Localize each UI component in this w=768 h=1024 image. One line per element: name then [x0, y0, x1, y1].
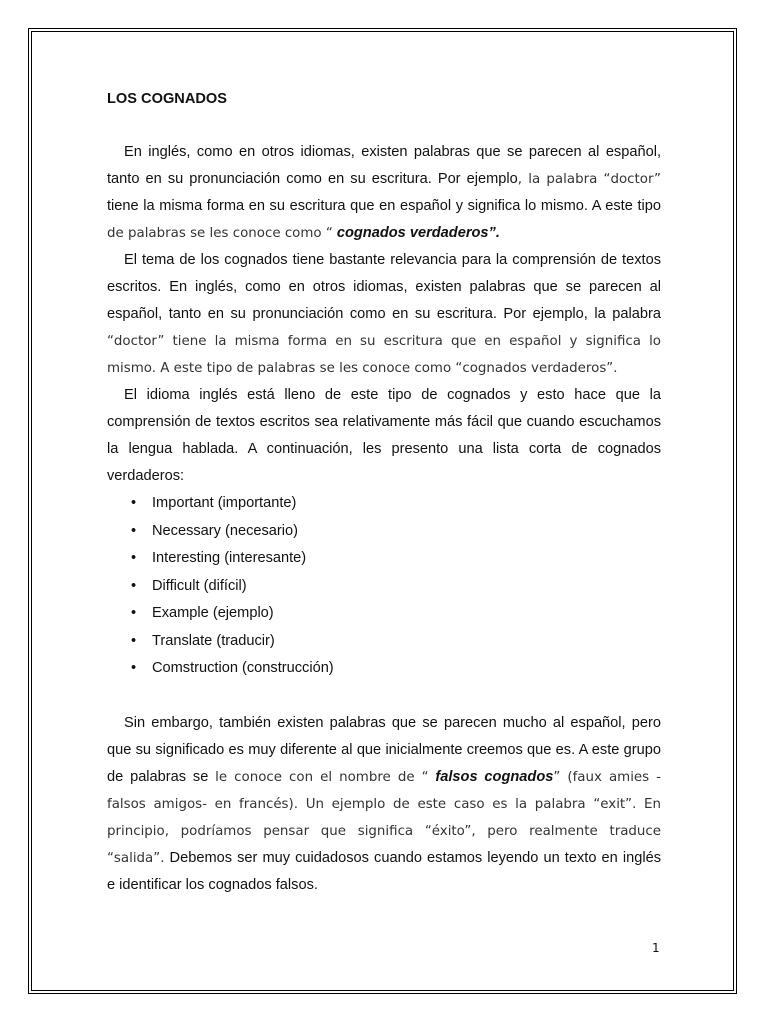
- p1-text-b: , la palabra “doctor”: [517, 172, 661, 187]
- p2-text-b: “doctor” tiene la misma forma en su escritura que en español y significa lo mismo. A este tipo de palabras se les conoce como “cognados verdaderos”.: [107, 334, 661, 376]
- p4-text-e: Debemos ser muy cuidadosos cuando estamos leyendo un texto en inglés e identificar los cognados falsos.: [107, 849, 661, 893]
- document-title: LOS COGNADOS: [107, 91, 227, 107]
- list-item: • Comstruction (construcción): [131, 655, 661, 683]
- p1-text-d: de palabras se les conoce como “: [107, 226, 333, 241]
- list-item: • Example (ejemplo): [131, 600, 661, 628]
- p4-text-a: Sin embargo, también existen palabras que se parecen mucho al español, pero que su significado es muy diferente al que inicialmente creemos que es. A este grupo de palabras se: [107, 714, 661, 785]
- spacer: [107, 683, 661, 710]
- p1-text-a: En inglés, como en otros idiomas, existen palabras que se parecen al español, tanto en su pronunciación como en su escritura. Por ejemplo: [107, 144, 661, 187]
- list-item: • Difficult (difícil): [131, 573, 661, 601]
- page-number: 1: [652, 941, 660, 955]
- paragraph-1: [107, 139, 661, 247]
- list-item: • Interesting (interesante): [131, 545, 661, 573]
- p2-text-a: El tema de los cognados tiene bastante relevancia para la comprensión de textos escritos. En inglés, como en otros idiomas, existen palabras que se parecen al español, tanto en su pronunciación como en su escritura. Por ejemplo, la palabra: [107, 252, 661, 322]
- list-item: • Translate (traducir): [131, 628, 661, 656]
- paragraph-2: [107, 247, 661, 382]
- list-item: • Important (importante): [131, 490, 661, 518]
- p1-emphasis: cognados verdaderos”.: [332, 225, 500, 241]
- p1-text-c: tiene la misma forma en su escritura que en español y significa lo mismo. A este tipo: [107, 198, 661, 214]
- cognates-list: [107, 490, 661, 683]
- paragraph-3: El idioma inglés está lleno de este tipo de cognados y esto hace que la comprensión de textos escritos sea relativamente más fácil que cuando escuchamos la lengua hablada. A continuación, les presento una lista corta de cognados verdaderos:: [107, 387, 661, 484]
- list-item: • Necessary (necesario): [131, 518, 661, 546]
- p4-text-d: ” (faux amies - falsos amigos- en francés). Un ejemplo de este caso es la palabra “exit”. En principio, podríamos pensar que significa “éxito”, pero realmente traduce “salida”.: [107, 769, 661, 866]
- p4-emphasis: falsos cognados: [428, 768, 554, 785]
- p4-text-b: le conoce con el nombre de “: [215, 769, 429, 785]
- paragraph-4: [107, 710, 661, 899]
- document-body: [107, 86, 661, 899]
